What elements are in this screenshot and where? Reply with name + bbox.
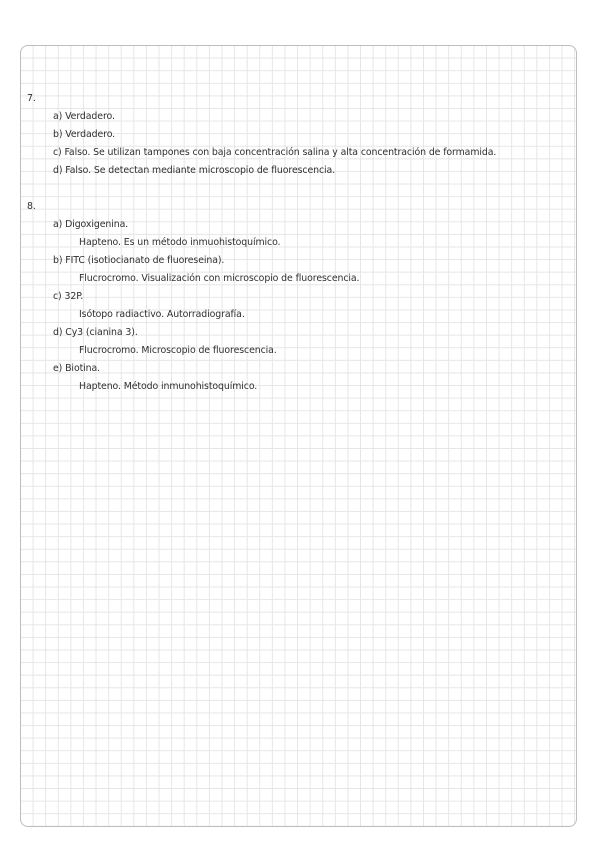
question-7-number: 7. <box>27 93 36 104</box>
answer-content <box>21 46 576 826</box>
question-7-answer-c: c) Falso. Se utilizan tampones con baja concentración salina y alta concentración de formamida. <box>53 147 497 158</box>
question-8-item-a-detail: Hapteno. Es un método inmuohistoquímico. <box>79 237 281 248</box>
question-8-item-c-label: c) 32P. <box>53 291 84 302</box>
question-8-item-b-detail: Flucrocromo. Visualización con microscopio de fluorescencia. <box>79 273 360 284</box>
grid-paper-sheet <box>20 45 577 827</box>
question-8-item-b-label: b) FITC (isotiocianato de fluoreseina). <box>53 255 225 266</box>
question-8-item-d-label: d) Cy3 (cianina 3). <box>53 327 138 338</box>
question-7-answer-a: a) Verdadero. <box>53 111 115 122</box>
question-8-item-e-label: e) Biotina. <box>53 363 101 374</box>
question-8-item-e-detail: Hapteno. Método inmunohistoquímico. <box>79 381 258 392</box>
question-7-answer-d: d) Falso. Se detectan mediante microscopio de fluorescencia. <box>53 165 336 176</box>
question-7-answer-b: b) Verdadero. <box>53 129 116 140</box>
question-8-item-c-detail: Isótopo radiactivo. Autorradiografía. <box>79 309 245 320</box>
question-8-number: 8. <box>27 201 36 212</box>
question-8-item-a-label: a) Digoxigenina. <box>53 219 129 230</box>
question-8-item-d-detail: Flucrocromo. Microscopio de fluorescencia. <box>79 345 277 356</box>
